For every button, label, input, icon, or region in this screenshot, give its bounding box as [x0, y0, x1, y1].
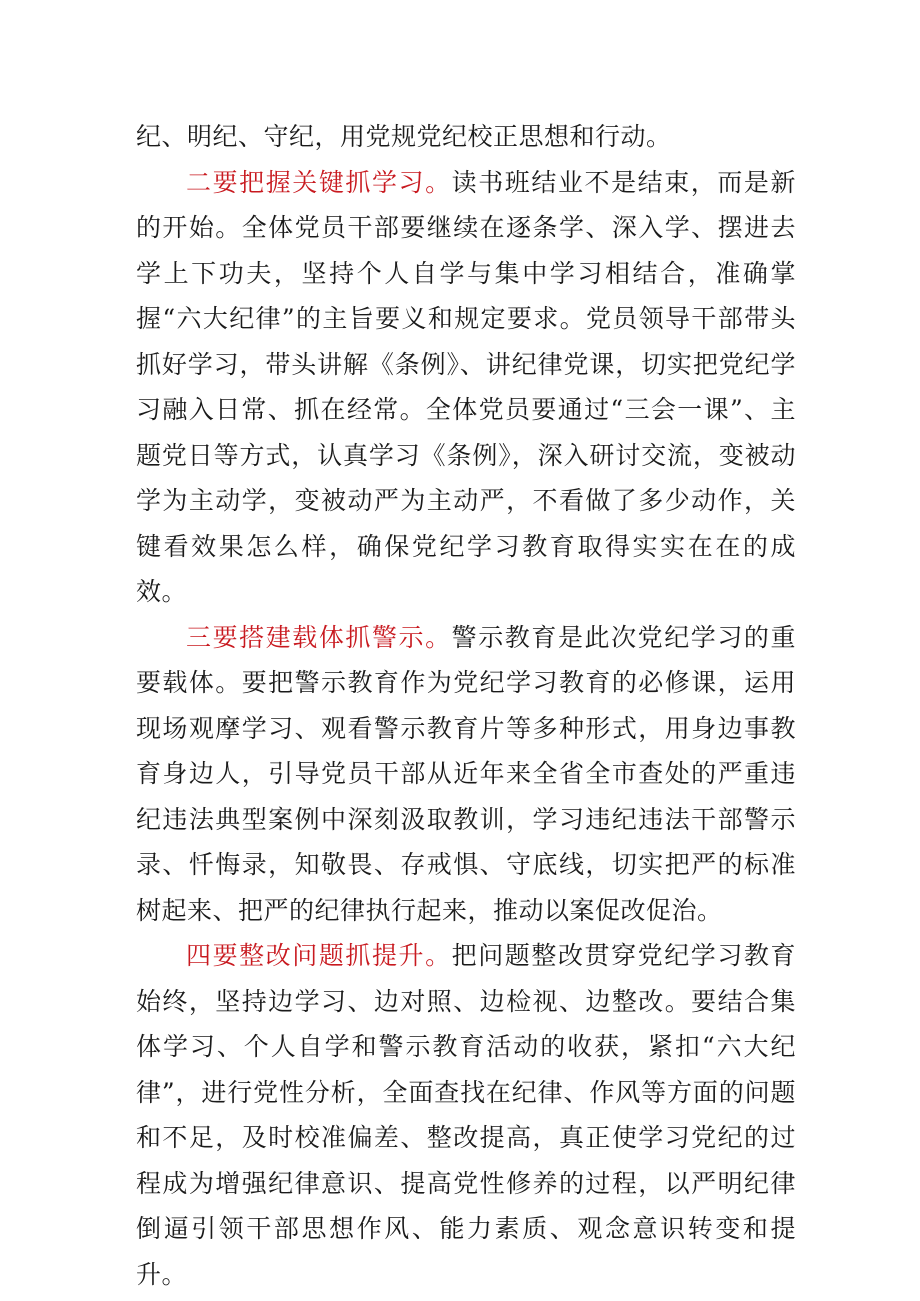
paragraph-body-text: 警示教育是此次党纪学习的重要载体。要把警示教育作为党纪学习教育的必修课，运用现场观摩学习、观看警示教育片等多种形式，用身边事教育身边人，引导党员干部从近年来全省全市查处的严重违纪违法典型案例中深刻汲取教训，学习违纪违法干部警示录、忏悔录，知敬畏、存戒惧、守底线，切实把严的标准树起来、把严的纪律执行起来，推动以案促改促治。	[136, 622, 796, 925]
document-body	[136, 114, 796, 1297]
paragraph-continuation	[136, 114, 796, 160]
paragraph-body-text: 纪、明纪、守纪，用党规党纪校正思想和行动。	[136, 122, 672, 151]
paragraph-study	[136, 160, 796, 615]
paragraph-body-text: 读书班结业不是结束，而是新的开始。全体党员干部要继续在逐条学、深入学、摆进去学上下功夫，坚持个人自学与集中学习相结合，准确掌握“六大纪律”的主旨要义和规定要求。党员领导干部带头抓好学习，带头讲解《条例》、讲纪律党课，切实把党纪学习融入日常、抓在经常。全体党员要通过“三会一课”、主题党日等方式，认真学习《条例》，深入研讨交流，变被动学为主动学，变被动严为主动严，不看做了多少动作，关键看效果怎么样，确保党纪学习教育取得实实在在的成效。	[136, 167, 796, 606]
paragraph-heading: 四要整改问题抓提升。	[186, 941, 452, 970]
paragraph-heading: 二要把握关键抓学习。	[186, 167, 452, 197]
paragraph-body-text: 把问题整改贯穿党纪学习教育始终，坚持边学习、边对照、边检视、边整改。要结合集体学习、个人自学和警示教育活动的收获，紧扣“六大纪律”，进行党性分析，全面查找在纪律、作风等方面的问题和不足，及时校准偏差、整改提高，真正使学习党纪的过程成为增强纪律意识、提高党性修养的过程，以严明纪律倒逼引领干部思想作风、能力素质、观念意识转变和提升。	[136, 941, 796, 1289]
paragraph-warning	[136, 615, 796, 934]
paragraph-heading: 三要搭建载体抓警示。	[186, 622, 452, 652]
paragraph-rectification	[136, 933, 796, 1297]
